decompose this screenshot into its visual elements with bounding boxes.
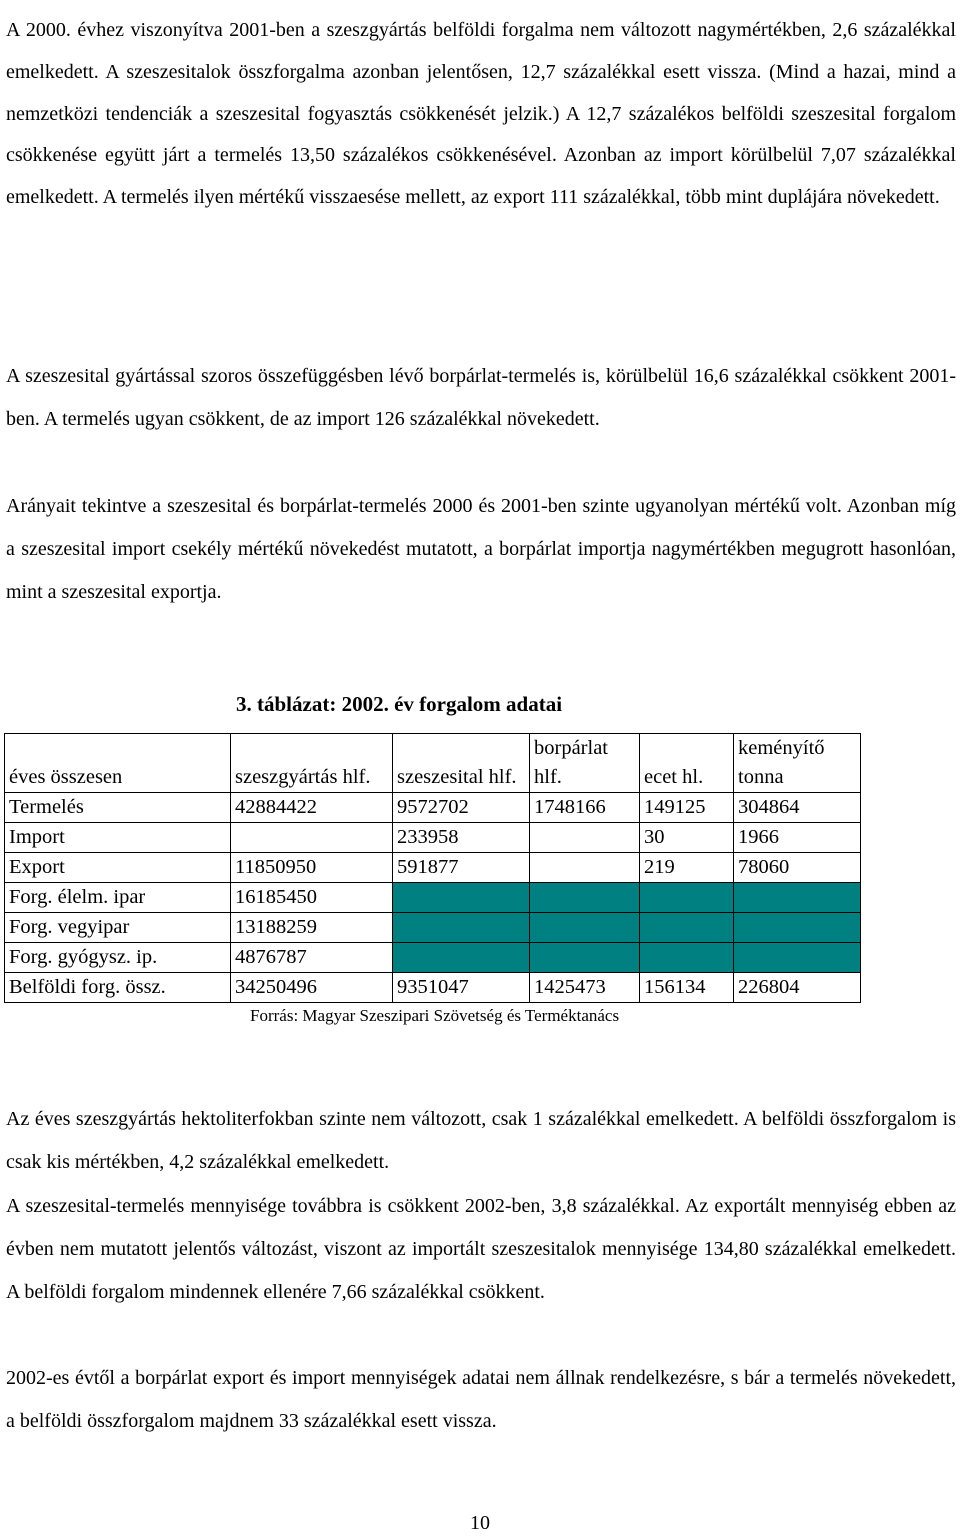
page-number: 10 xyxy=(470,1512,490,1534)
table-cell: 78060 xyxy=(734,853,861,883)
table-row xyxy=(5,973,861,1003)
table-cell: 16185450 xyxy=(231,883,393,913)
header-spirits: szeszesital hlf. xyxy=(393,734,530,793)
table-cell: 34250496 xyxy=(231,973,393,1003)
shaded-cell xyxy=(530,883,640,913)
paragraph-domestic-trade-2001: A 2000. évhez viszonyítva 2001-ben a szeszgyártás belföldi forgalma nem változott nagymértékben, 2,6 százalékkal emelkedett. A szeszesitalok összforgalma azonban jelentősen, 12,7 százalékkal esett vissza. (Mind a hazai, mind a nemzetközi tendenciák a szeszesital fogyasztás csökkenését jelzik.) A 12,7 százalékos belföldi szeszesital forgalom csökkenése együtt járt a termelés 13,50 százalékos csökkenésével. Azonban az import körülbelül 7,07 százalékkal emelkedett. A termelés ilyen mértékű visszaesése mellett, az export 111 százalékkal, több mint duplájára növekedett. xyxy=(6,19,956,209)
shaded-cell xyxy=(640,943,734,973)
shaded-cell xyxy=(734,883,861,913)
paragraph-proportions: Arányait tekintve a szeszesital és borpárlat-termelés 2000 és 2001-ben szinte ugyanolyan mértékű volt. Azonban míg a szeszesital import csekély mértékű növekedést mutatott, a borpárlat importja nagymértékben megugrott hasonlóan, mint a szeszesital exportja. xyxy=(6,495,956,604)
shaded-cell xyxy=(530,943,640,973)
table-cell: 1966 xyxy=(734,823,861,853)
table-source-note: Forrás: Magyar Szeszipari Szövetség és Terméktanács xyxy=(250,1006,620,1025)
shaded-cell xyxy=(640,913,734,943)
trade-data-table xyxy=(4,733,861,1003)
paragraph-brandy-production-2001: A szeszesital gyártással szoros összefüggésben lévő borpárlat-termelés is, körülbelül 16,6 százalékkal csökkent 2001-ben. A termelés ugyan csökkent, de az import 126 százalékkal növekedett. xyxy=(6,365,956,431)
table-row xyxy=(5,883,861,913)
table-row xyxy=(5,943,861,973)
header-row-label: éves összesen xyxy=(5,734,231,793)
table-cell: 1425473 xyxy=(530,973,640,1003)
header-starch: keményítő tonna xyxy=(734,734,861,793)
shaded-cell xyxy=(530,913,640,943)
table-cell: 30 xyxy=(640,823,734,853)
header-distilling: szeszgyártás hlf. xyxy=(231,734,393,793)
table-row xyxy=(5,823,861,853)
table-cell: 9572702 xyxy=(393,793,530,823)
table-cell: 226804 xyxy=(734,973,861,1003)
table-cell xyxy=(530,853,640,883)
table-cell xyxy=(530,823,640,853)
table-cell: 233958 xyxy=(393,823,530,853)
row-label: Forg. vegyipar xyxy=(5,913,231,943)
table-cell xyxy=(231,823,393,853)
row-label: Forg. gyógysz. ip. xyxy=(5,943,231,973)
table-row xyxy=(5,793,861,823)
table-row xyxy=(5,853,861,883)
table-cell: 42884422 xyxy=(231,793,393,823)
table-cell: 219 xyxy=(640,853,734,883)
row-label: Termelés xyxy=(5,793,231,823)
paragraph-brandy-2002: 2002-es évtől a borpárlat export és import mennyiségek adatai nem állnak rendelkezésre, s bár a termelés növekedett, a belföldi összforgalom majdnem 33 százalékkal esett vissza. xyxy=(6,1367,956,1433)
row-label: Forg. élelm. ipar xyxy=(5,883,231,913)
shaded-cell xyxy=(393,913,530,943)
table-cell: 591877 xyxy=(393,853,530,883)
table-cell: 13188259 xyxy=(231,913,393,943)
paragraph-spirits-2002: A szeszesital-termelés mennyisége továbbra is csökkent 2002-ben, 3,8 százalékkal. Az exportált mennyiség ebben az évben nem mutatott jelentős változást, viszont az importált szeszesitalok mennyisége 134,80 százalékkal emelkedett. A belföldi forgalom mindennek ellenére 7,66 százalékkal csökkent. xyxy=(6,1195,956,1304)
table-row xyxy=(5,913,861,943)
table-cell: 11850950 xyxy=(231,853,393,883)
table-cell: 304864 xyxy=(734,793,861,823)
paragraph-annual-distilling: Az éves szeszgyártás hektoliterfokban szinte nem változott, csak 1 százalékkal emelkedett. A belföldi összforgalom is csak kis mértékben, 4,2 százalékkal emelkedett. xyxy=(6,1108,956,1174)
row-label: Belföldi forg. össz. xyxy=(5,973,231,1003)
shaded-cell xyxy=(734,913,861,943)
table-header-row xyxy=(5,734,861,793)
shaded-cell xyxy=(393,943,530,973)
table-title: 3. táblázat: 2002. év forgalom adatai xyxy=(236,692,563,716)
table-cell: 1748166 xyxy=(530,793,640,823)
table-cell: 4876787 xyxy=(231,943,393,973)
row-label: Import xyxy=(5,823,231,853)
shaded-cell xyxy=(734,943,861,973)
table-cell: 156134 xyxy=(640,973,734,1003)
header-vinegar: ecet hl. xyxy=(640,734,734,793)
table-cell: 149125 xyxy=(640,793,734,823)
table-cell: 9351047 xyxy=(393,973,530,1003)
shaded-cell xyxy=(393,883,530,913)
row-label: Export xyxy=(5,853,231,883)
shaded-cell xyxy=(640,883,734,913)
header-brandy: borpárlat hlf. xyxy=(530,734,640,793)
